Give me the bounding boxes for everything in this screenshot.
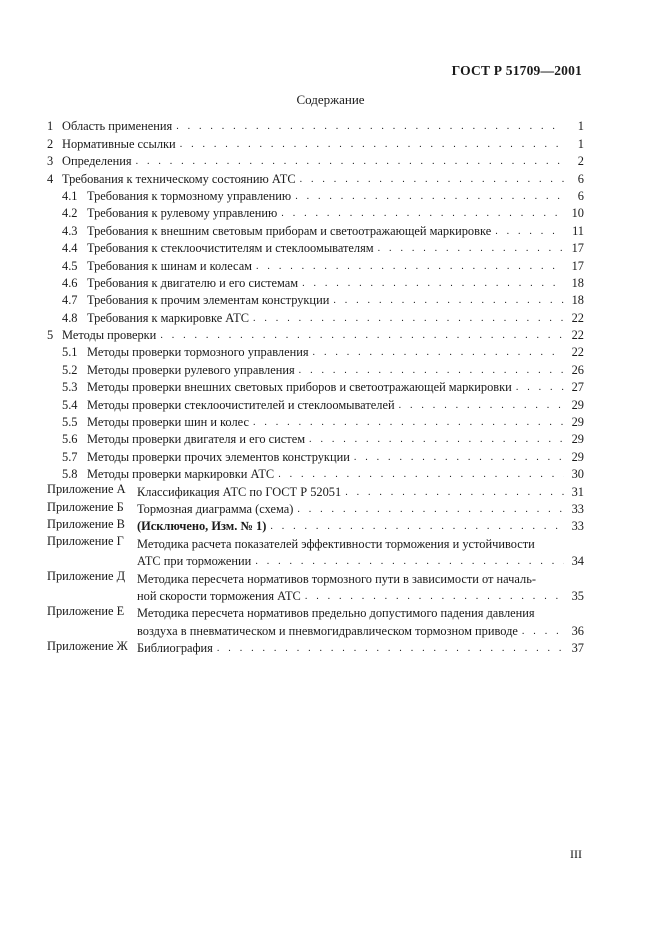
toc-entry[interactable] xyxy=(47,343,584,360)
toc-page: 1 xyxy=(577,136,584,151)
toc-page: 29 xyxy=(571,449,584,464)
toc-number: 4 xyxy=(47,171,54,186)
toc-page: 6 xyxy=(577,171,584,186)
appendix-label: Приложение Ж xyxy=(47,638,128,653)
toc-title: Требования к маркировке АТС xyxy=(87,310,249,325)
toc-number: 4.8 xyxy=(62,310,78,325)
toc-title: Требования к рулевому управлению xyxy=(87,206,278,221)
toc-page: 26 xyxy=(571,362,584,377)
toc-page: 22 xyxy=(571,310,584,325)
appendix-label: Приложение Д xyxy=(47,569,126,584)
toc-number: 5.1 xyxy=(62,345,78,360)
toc-page: 18 xyxy=(571,293,584,308)
appendix-title-cont: воздуха в пневматическом и пневмогидравлическом тормозном приводе xyxy=(137,623,518,638)
toc-number: 5.8 xyxy=(62,467,78,482)
toc-entry[interactable] xyxy=(47,413,584,430)
dot-leader xyxy=(253,311,564,326)
toc-entry[interactable] xyxy=(47,169,584,186)
toc-entry[interactable] xyxy=(47,152,584,169)
dot-leader xyxy=(253,415,564,430)
toc-page: 30 xyxy=(571,467,584,482)
toc-entry[interactable] xyxy=(47,239,584,256)
toc-title: Требования к прочим элементам конструкции xyxy=(87,293,330,308)
toc-entry[interactable] xyxy=(47,378,584,395)
toc-number: 5.4 xyxy=(62,397,78,412)
toc-title: Область применения xyxy=(62,119,173,134)
toc-number: 5 xyxy=(47,328,54,343)
toc-number: 4.7 xyxy=(62,293,78,308)
appendix-page: 34 xyxy=(571,554,584,569)
appendix-title: Классификация АТС по ГОСТ Р 52051 xyxy=(137,484,342,499)
appendix-title-cont: ной скорости торможения АТС xyxy=(137,588,301,603)
toc-number: 5.6 xyxy=(62,432,78,447)
dot-leader xyxy=(354,450,564,465)
dot-leader xyxy=(302,276,564,291)
toc-title: Требования к тормозному управлению xyxy=(87,188,292,203)
dot-leader xyxy=(281,206,564,221)
dot-leader xyxy=(217,641,564,656)
toc-entry[interactable] xyxy=(47,256,584,273)
dot-leader xyxy=(333,293,564,308)
toc-entry[interactable] xyxy=(47,395,584,412)
toc-title: Требования к техническому состоянию АТС xyxy=(62,171,296,186)
toc-entry[interactable] xyxy=(47,117,584,134)
dot-leader xyxy=(136,154,564,169)
toc-page: 17 xyxy=(571,258,584,273)
toc-number: 4.5 xyxy=(62,258,78,273)
toc-number: 4.3 xyxy=(62,223,78,238)
toc-entry[interactable] xyxy=(47,465,584,482)
appendix-label: Приложение В xyxy=(47,516,125,531)
toc-title: Методы проверки тормозного управления xyxy=(87,345,309,360)
toc-number: 3 xyxy=(47,154,54,169)
dot-leader xyxy=(160,328,564,343)
toc-title: Методы проверки стеклоочистителей и стеклоомывателей xyxy=(87,397,395,412)
toc-number: 5.3 xyxy=(62,380,78,395)
appendix-page: 37 xyxy=(571,641,584,656)
toc-page: 11 xyxy=(572,223,584,238)
dot-leader xyxy=(255,554,564,569)
appendix-title: Методика пересчета нормативов тормозного пути в зависимости от началь- xyxy=(137,571,536,586)
toc-page: 10 xyxy=(571,206,584,221)
toc-page: 29 xyxy=(571,432,584,447)
toc-entry[interactable] xyxy=(47,221,584,238)
toc-entry[interactable] xyxy=(47,308,584,325)
toc-number: 4.1 xyxy=(62,188,78,203)
toc-page: 1 xyxy=(577,119,584,134)
toc-page: 22 xyxy=(571,345,584,360)
toc-title: Требования к внешним световым приборам и светоотражающей маркировке xyxy=(87,223,492,238)
toc-title: Методы проверки внешних световых приборов и светоотражающей маркировки xyxy=(87,380,512,395)
appendix-title-cont: АТС при торможении xyxy=(137,554,252,569)
table-of-contents xyxy=(47,117,584,656)
toc-entry[interactable] xyxy=(47,187,584,204)
toc-entry[interactable] xyxy=(47,291,584,308)
toc-entry[interactable] xyxy=(47,360,584,377)
appendix-page: 33 xyxy=(571,519,584,534)
toc-page: 17 xyxy=(571,241,584,256)
appendix-label: Приложение Г xyxy=(47,534,124,549)
appendix-entry[interactable] xyxy=(47,482,584,499)
appendix-label: Приложение Б xyxy=(47,499,124,514)
toc-title: Методы проверки шин и колес xyxy=(87,415,249,430)
dot-leader xyxy=(399,398,564,413)
dot-leader xyxy=(180,137,564,152)
dot-leader xyxy=(295,189,564,204)
appendix-entry[interactable] xyxy=(47,569,584,604)
toc-number: 5.2 xyxy=(62,362,78,377)
page-folio: III xyxy=(570,847,582,861)
toc-title: Методы проверки двигателя и его систем xyxy=(87,432,306,447)
toc-page: 6 xyxy=(577,188,584,203)
appendix-entry[interactable] xyxy=(47,639,584,656)
dot-leader xyxy=(256,259,564,274)
toc-title: Методы проверки прочих элементов конструкции xyxy=(87,449,350,464)
appendix-entry[interactable] xyxy=(47,517,584,534)
toc-title: Нормативные ссылки xyxy=(62,136,176,151)
dot-leader xyxy=(309,432,564,447)
appendix-entry[interactable] xyxy=(47,500,584,517)
dot-leader xyxy=(300,172,564,187)
toc-entry[interactable] xyxy=(47,430,584,447)
toc-title: Методы проверки рулевого управления xyxy=(87,362,295,377)
appendix-page: 35 xyxy=(571,588,584,603)
appendix-title: Методика пересчета нормативов предельно допустимого падения давления xyxy=(137,606,535,621)
toc-number: 5.7 xyxy=(62,449,78,464)
toc-entry[interactable] xyxy=(47,204,584,221)
toc-number: 1 xyxy=(47,119,54,134)
toc-title: Методы проверки xyxy=(62,328,157,343)
appendix-title: (Исключено, Изм. № 1) xyxy=(137,519,267,534)
toc-page: 22 xyxy=(571,328,584,343)
toc-number: 4.2 xyxy=(62,206,78,221)
appendix-page: 33 xyxy=(571,501,584,516)
dot-leader xyxy=(299,363,564,378)
toc-page: 27 xyxy=(571,380,584,395)
toc-number: 4.6 xyxy=(62,275,78,290)
page-title: Содержание xyxy=(296,92,365,107)
dot-leader xyxy=(345,485,564,500)
standard-number: ГОСТ Р 51709—2001 xyxy=(451,63,582,78)
dot-leader xyxy=(516,380,564,395)
dot-leader xyxy=(305,589,564,604)
appendix-title: Библиография xyxy=(137,641,213,656)
appendix-label: Приложение А xyxy=(47,482,126,497)
appendix-title: Тормозная диаграмма (схема) xyxy=(137,501,294,516)
dot-leader xyxy=(522,624,564,639)
toc-number: 5.5 xyxy=(62,415,78,430)
toc-page: 29 xyxy=(571,397,584,412)
toc-page: 18 xyxy=(571,275,584,290)
toc-entry[interactable] xyxy=(47,134,584,151)
dot-leader xyxy=(176,119,564,134)
appendix-label: Приложение Е xyxy=(47,603,125,618)
toc-entry[interactable] xyxy=(47,274,584,291)
dot-leader xyxy=(313,345,564,360)
dot-leader xyxy=(378,241,564,256)
dot-leader xyxy=(297,502,564,517)
dot-leader xyxy=(270,519,564,534)
dot-leader xyxy=(278,467,564,482)
toc-title: Требования к двигателю и его системам xyxy=(87,275,299,290)
appendix-page: 31 xyxy=(571,484,584,499)
toc-page: 29 xyxy=(571,415,584,430)
appendix-title: Методика расчета показателей эффективности торможения и устойчивости xyxy=(137,536,535,551)
appendix-entry[interactable] xyxy=(47,534,584,569)
toc-title: Требования к стеклоочистителям и стеклоомывателям xyxy=(87,241,374,256)
appendix-page: 36 xyxy=(571,623,584,638)
toc-number: 4.4 xyxy=(62,241,78,256)
toc-title: Методы проверки маркировки АТС xyxy=(87,467,275,482)
toc-entry[interactable] xyxy=(47,447,584,464)
toc-title: Требования к шинам и колесам xyxy=(87,258,253,273)
toc-title: Определения xyxy=(62,154,132,169)
dot-leader xyxy=(495,224,564,239)
appendix-entry[interactable] xyxy=(47,604,584,639)
toc-entry[interactable] xyxy=(47,326,584,343)
toc-page: 2 xyxy=(577,154,584,169)
toc-number: 2 xyxy=(47,136,54,151)
